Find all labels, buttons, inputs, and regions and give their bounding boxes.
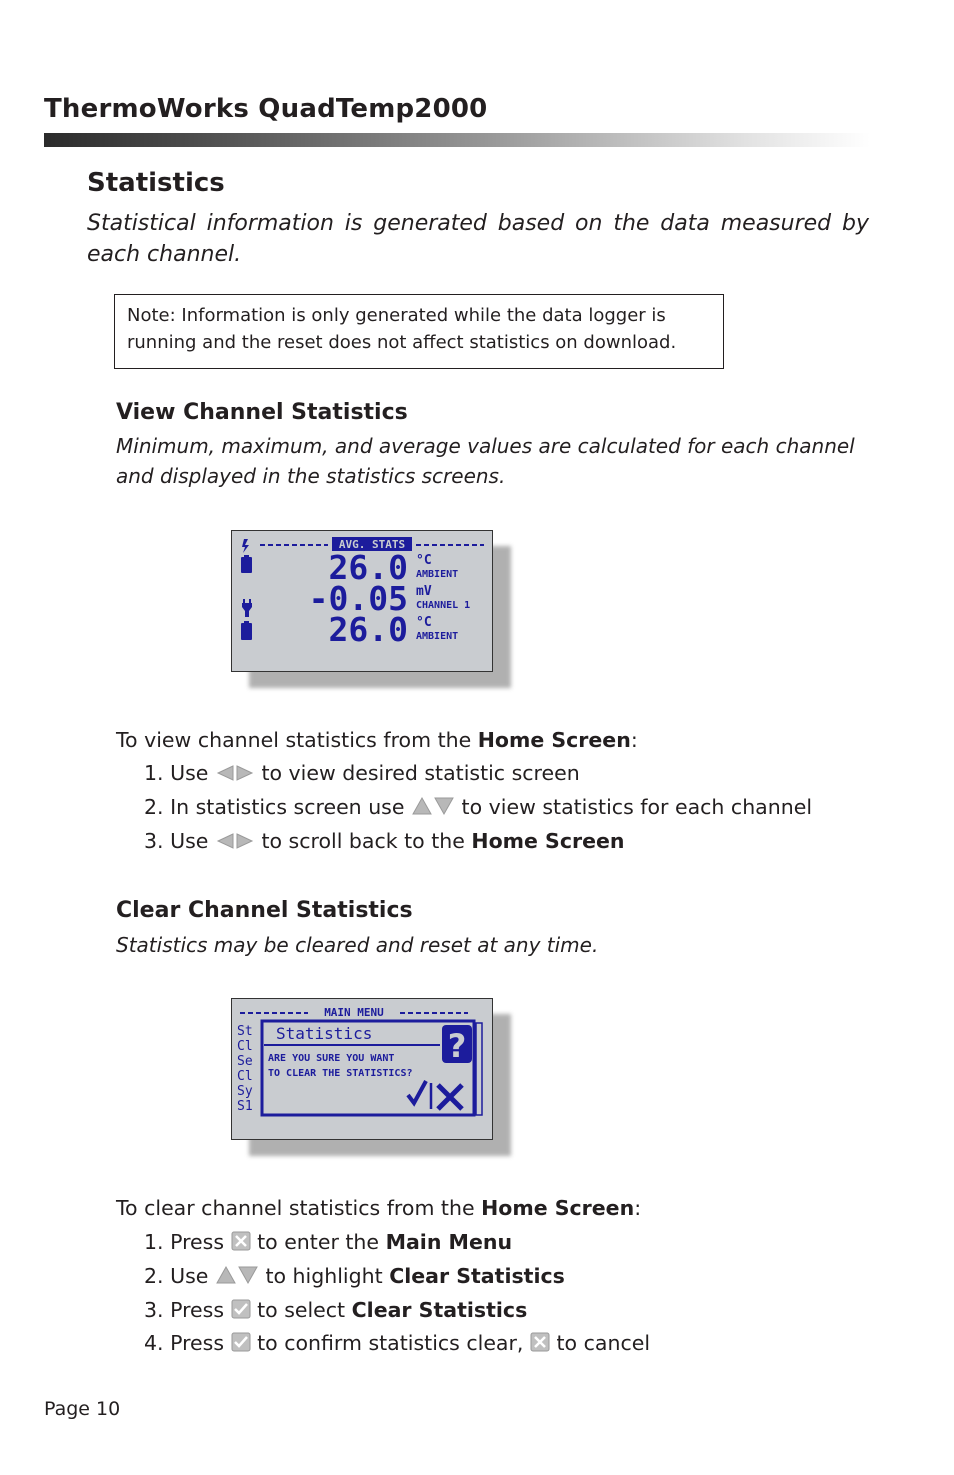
step-number: 2. Use [144,1264,209,1288]
arrow-up-icon [215,1264,237,1292]
svg-text:?: ? [447,1027,467,1065]
lcd-display [231,530,493,672]
step-text: to view desired statistic screen [261,761,580,785]
step-bold: Clear Statistics [389,1264,565,1288]
clear-step-3 [144,1296,527,1326]
clear-intro-bold: Home Screen [481,1196,635,1220]
note-line-1: Note: Information is only generated while the data logger is [127,305,666,326]
step-text-2: to cancel [556,1331,651,1355]
menu-item: Cl [237,1069,253,1084]
view-stats-desc-line-1: Minimum, maximum, and average values are calculated for each channel [116,434,855,458]
check-button-icon [231,1331,251,1359]
view-stats-title: View Channel Statistics [116,400,408,425]
dialog-message-line-1: ARE YOU SURE YOU WANT [268,1053,395,1064]
note-box [114,294,724,369]
view-step-1 [144,759,580,789]
clear-step-4 [144,1329,650,1359]
document-header-title: ThermoWorks QuadTemp2000 [44,94,488,124]
clear-intro-colon: : [634,1196,642,1220]
dialog-message-line-2: TO CLEAR THE STATISTICS? [268,1068,413,1079]
main-menu-header: MAIN MENU [324,1006,384,1019]
view-intro-colon: : [630,728,638,752]
view-intro-bold: Home Screen [477,728,631,752]
menu-item: Sy [237,1084,253,1099]
menu-item: Cl [237,1039,253,1054]
header-gradient-bar [44,133,870,147]
step-text: to select [257,1298,352,1322]
stats-screen-header: AVG. STATS [338,538,406,551]
arrow-down-icon [433,795,455,823]
x-button-icon [530,1331,550,1359]
clear-stats-screen [231,998,493,1140]
note-line-2: running and the reset does not affect statistics on download. [127,332,677,353]
dialog-title: Statistics [276,1024,373,1043]
check-button-icon [231,1298,251,1326]
step-number: 3. Press [144,1298,225,1322]
lcd-display [231,998,493,1140]
view-intro-text: To view channel statistics from the [116,728,478,752]
menu-item: S1 [237,1099,253,1114]
avg-stats-screen [231,530,493,672]
arrow-up-icon [411,795,433,823]
stat-label-3: AMBIENT [416,631,459,642]
stat-unit-1: °C [416,553,432,568]
stat-label-2: CHANNEL 1 [416,600,471,611]
arrow-right-icon [235,761,255,789]
stat-unit-2: mV [416,584,432,599]
arrow-down-icon [237,1264,259,1292]
step-number: 1. Use [144,761,209,785]
clear-step-2 [144,1262,565,1292]
lcd-graphic [232,531,492,671]
clear-step-1 [144,1228,512,1258]
clear-instructions-intro [116,1194,641,1222]
step-number: 3. Use [144,829,209,853]
step-number: 2. In statistics screen use [144,795,405,819]
step-bold: Home Screen [471,829,625,853]
lcd-graphic [232,999,492,1139]
clear-intro-text: To clear channel statistics from the [116,1196,482,1220]
question-icon [442,1025,472,1065]
step-bold: Main Menu [385,1230,513,1254]
arrow-right-icon [235,829,255,857]
stat-value-1: 26.0 [328,548,408,587]
view-instructions-intro [116,726,638,754]
stat-unit-3: °C [416,615,432,630]
step-text: to enter the [257,1230,386,1254]
clear-stats-desc: Statistics may be cleared and reset at any time. [116,933,599,957]
scrollbar [476,1023,482,1115]
menu-item: St [237,1024,253,1039]
view-step-2 [144,793,812,823]
x-button-icon [231,1230,251,1258]
view-stats-desc [116,431,886,491]
step-number: 4. Press [144,1331,225,1355]
step-bold: Clear Statistics [351,1298,528,1322]
stat-label-1: AMBIENT [416,569,459,580]
plug-battery-icon [241,599,252,640]
view-stats-desc-line-2: and displayed in the statistics screens. [116,464,506,488]
menu-item: Se [237,1054,253,1069]
step-text: to highlight [265,1264,390,1288]
step-text: to view statistics for each channel [461,795,813,819]
page-number: Page 10 [44,1398,121,1420]
step-text: to scroll back to the [261,829,472,853]
stat-value-2: -0.05 [308,579,408,618]
logging-run-icon [241,539,252,573]
arrow-left-icon [215,761,235,789]
view-step-3 [144,827,624,857]
step-text: to confirm statistics clear, [257,1331,524,1355]
step-number: 1. Press [144,1230,225,1254]
clear-stats-title: Clear Channel Statistics [116,898,413,923]
arrow-left-icon [215,829,235,857]
section-title: Statistics [87,168,225,198]
stat-value-3: 26.0 [328,610,408,649]
section-intro: Statistical information is generated based on the data measured by each channel. [87,211,869,267]
menu-background-items [237,1024,253,1114]
